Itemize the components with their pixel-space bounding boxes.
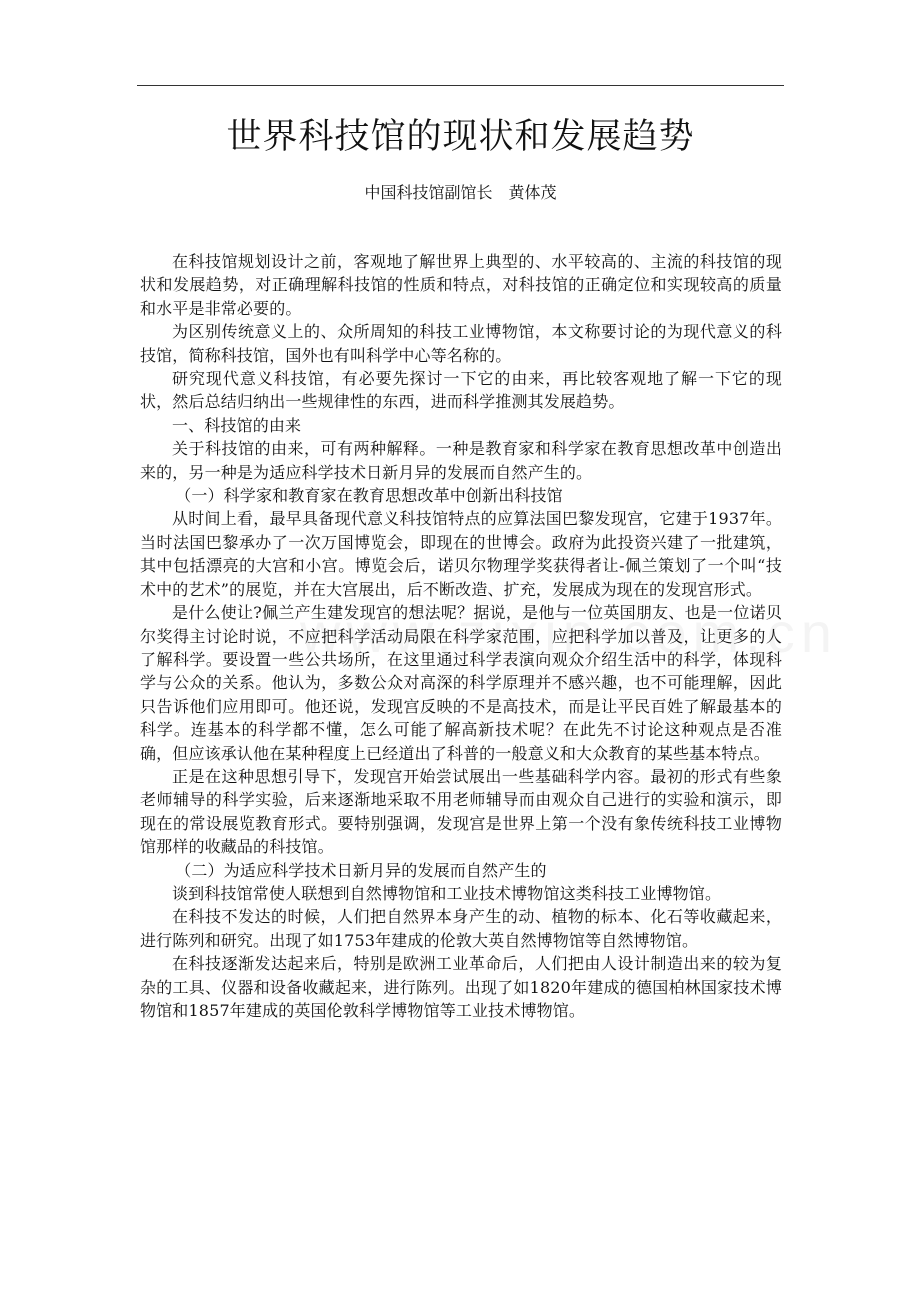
paragraph-approach: 研究现代意义科技馆，有必要先探讨一下它的由来，再比较客观地了解一下它的现状，然后总结归纳出一些规律性的东西，进而科学推测其发展趋势。 [140,369,782,412]
paragraph-origin-overview: 关于科技馆的由来，可有两种解释。一种是教育家和科学家在教育思想改革中创造出来的，另一种是为适应科学技术日新月异的发展而自然产生的。 [140,439,782,482]
article-body [140,250,782,1022]
paragraph-palais-history: 从时间上看，最早具备现代意义科技馆特点的应算法国巴黎发现宫，它建于1937年。当时法国巴黎承办了一次万国博览会，即现在的世博会。政府为此投资兴建了一批建筑，其中包括漂亮的大宫和小宫。博览会后，诺贝尔物理学奖获得者让-佩兰策划了一个叫“技术中的艺术”的展览，并在大宫展出，后不断改造、扩充，发展成为现在的发现宫形式。 [140,509,782,599]
paragraph-perrin-idea: 是什么使让?佩兰产生建发现宫的想法呢？据说，是他与一位英国朋友、也是一位诺贝尔奖得主讨论时说，不应把科学活动局限在科学家范围，应把科学加以普及，让更多的人了解科学。要设置一些公共场所，在这里通过科学表演向观众介绍生活中的科学，体现科学与公众的关系。他认为，多数公众对高深的科学原理并不感兴趣，也不可能理解，因此只告诉他们应用即可。他还说，发现宫反映的不是高技术，而是让平民百姓了解最基本的科学。连基本的科学都不懂，怎么可能了解高新技术呢？在此先不讨论这种观点是否准确，但应该承认他在某种程度上已经道出了科普的一般意义和大众教育的某些基本特点。 [140,603,782,763]
paragraph-museum-association: 谈到科技馆常使人联想到自然博物馆和工业技术博物馆这类科技工业博物馆。 [172,883,722,903]
author-byline: 中国科技馆副馆长 黄体茂 [364,183,557,202]
subsection-heading-2: （二）为适应科学技术日新月异的发展而自然产生的 [175,860,547,880]
page-title: 世界科技馆的现状和发展趋势 [226,117,695,157]
header-rule [137,85,784,86]
paragraph-industrial-museums: 在科技逐渐发达起来后，特别是欧洲工业革命后，人们把由人设计制造出来的较为复杂的工具、仪器和设备收藏起来，进行陈列。出现了如1820年建成的德国柏林国家技术博物馆和1857年建成的英国伦敦科学博物馆等工业技术博物馆。 [140,954,782,1020]
subsection-heading-1: （一）科学家和教育家在教育思想改革中创新出科技馆 [175,486,563,506]
paragraph-intro: 在科技馆规划设计之前，客观地了解世界上典型的、水平较高的、主流的科技馆的现状和发展趋势，对正确理解科技馆的性质和特点，对科技馆的正确定位和实现较高的质量和水平是非常必要的。 [140,252,782,318]
section-heading-origin: 一、科技馆的由来 [172,415,302,435]
paragraph-exhibit-form: 正是在这种思想引导下，发现宫开始尝试展出一些基础科学内容。最初的形式有些象老师辅导的科学实验，后来逐渐地采取不用老师辅导而由观众自己进行的实验和演示，即现在的常设展览教育形式。要特别强调，发现宫是世界上第一个没有象传统科技工业博物馆那样的收藏品的科技馆。 [140,766,782,857]
paragraph-definition: 为区别传统意义上的、众所周知的科技工业博物馆，本文称要讨论的为现代意义的科技馆，简称科技馆，国外也有叫科学中心等名称的。 [140,322,782,365]
paragraph-natural-history: 在科技不发达的时候，人们把自然界本身产生的动、植物的标本、化石等收藏起来，进行陈列和研究。出现了如1753年建成的伦敦大英自然博物馆等自然博物馆。 [140,907,782,950]
